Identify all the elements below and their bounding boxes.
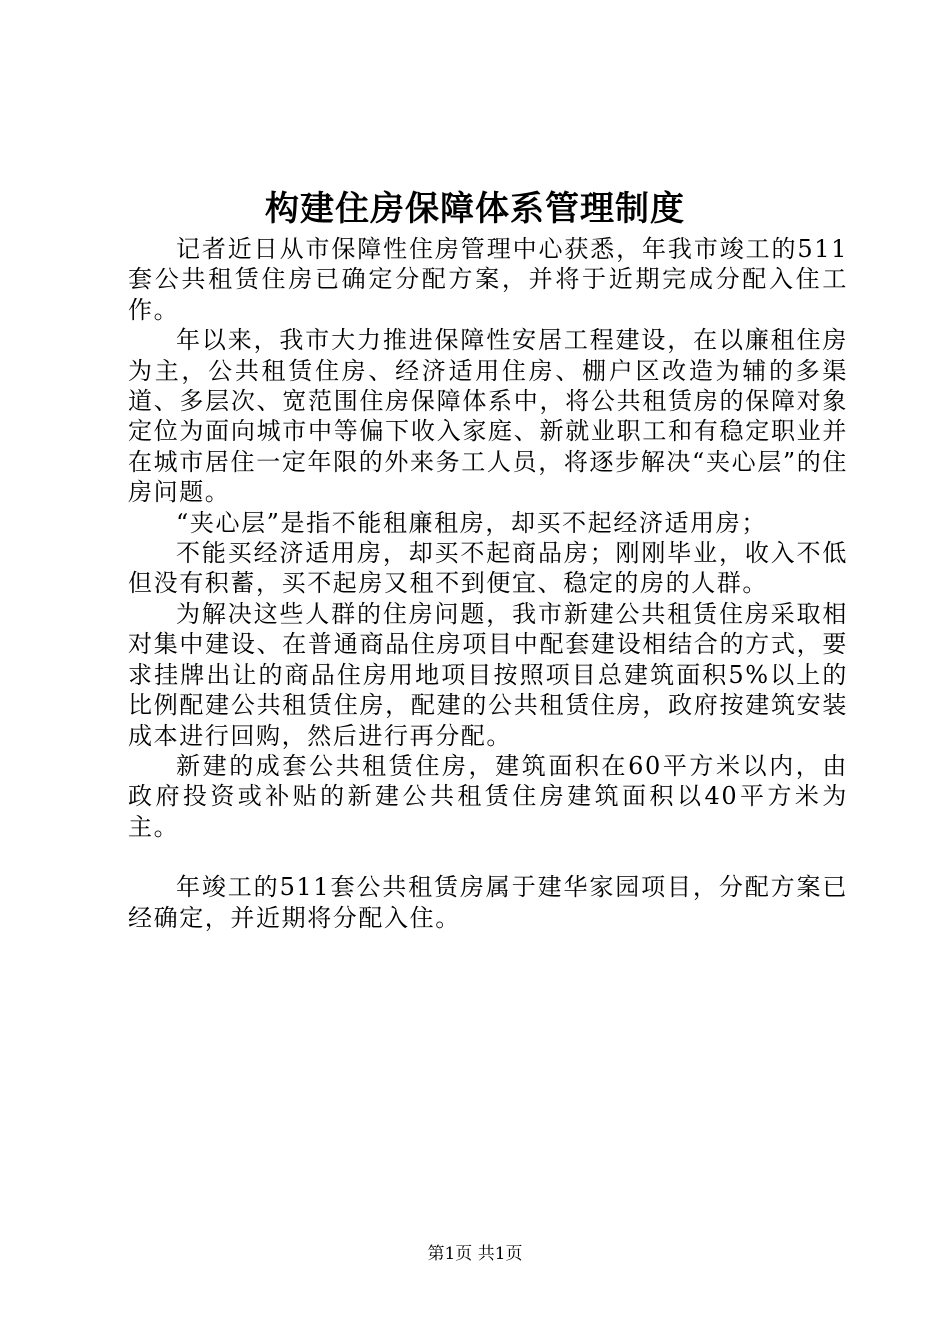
- paragraph-3: “夹心层”是指不能租廉租房，却买不起经济适用房；: [176, 508, 767, 537]
- document-body: [128, 234, 848, 933]
- paragraph-2: 年以来，我市大力推进保障性安居工程建设，在以廉租住房为主，公共租赁住房、经济适用住房、棚户区改造为辅的多渠道、多层次、宽范围住房保障体系中，将公共租赁房的保障对象定位为面向城市中等偏下收入家庭、新就业职工和有稳定职业并在城市居住一定年限的外来务工人员，将逐步解决“夹心层”的住房问题。: [128, 326, 848, 507]
- page-footer: 第1页 共1页: [427, 1244, 523, 1264]
- paragraph-4: 不能买经济适用房，却买不起商品房；刚刚毕业，收入不低但没有积蓄，买不起房又租不到便宜、稳定的房的人群。: [128, 539, 848, 598]
- paragraph-6: 新建的成套公共租赁住房，建筑面积在60平方米以内，由政府投资或补贴的新建公共租赁住房建筑面积以40平方米为主。: [128, 751, 848, 841]
- paragraph-1: 记者近日从市保障性住房管理中心获悉，年我市竣工的511套公共租赁住房已确定分配方案，并将于近期完成分配入住工作。: [128, 235, 848, 324]
- paragraph-5: 为解决这些人群的住房问题，我市新建公共租赁住房采取相对集中建设、在普通商品住房项目中配套建设相结合的方式，要求挂牌出让的商品住房用地项目按照项目总建筑面积5%以上的比例配建公共租赁住房，配建的公共租赁住房，政府按建筑安装成本进行回购，然后进行再分配。: [128, 599, 848, 750]
- document-title: 构建住房保障体系管理制度: [265, 189, 685, 229]
- paragraph-7: 年竣工的511套公共租赁房属于建华家园项目，分配方案已经确定，并近期将分配入住。: [128, 873, 848, 932]
